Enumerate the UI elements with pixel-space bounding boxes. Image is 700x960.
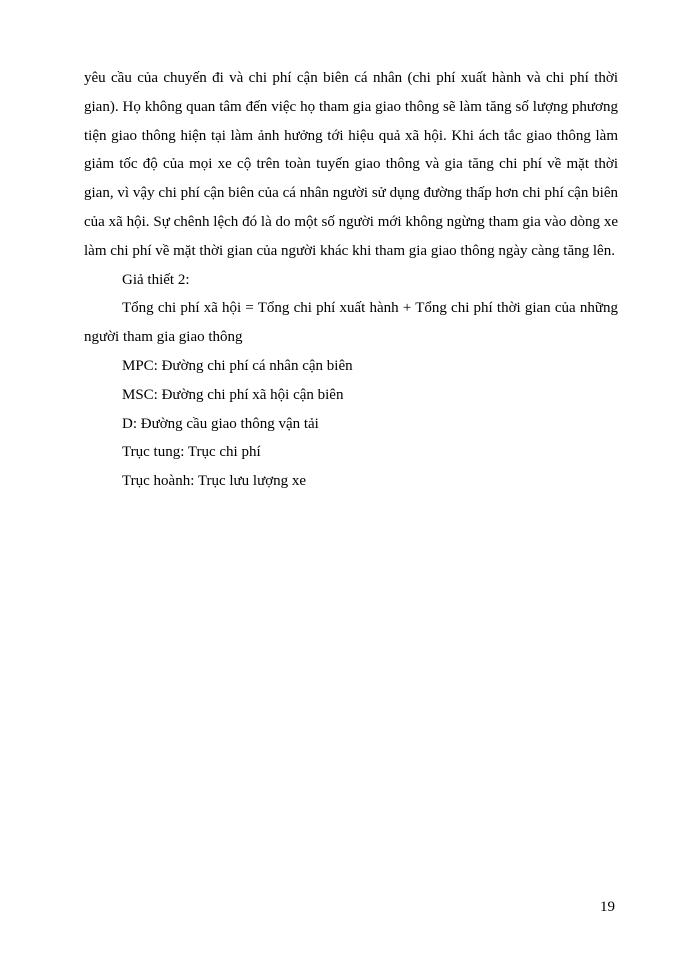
legend-item-vertical-axis: Trục tung: Trục chi phí xyxy=(122,444,261,461)
body-text xyxy=(84,64,618,496)
total-social-cost-paragraph: Tổng chi phí xã hội = Tổng chi phí xuất hành + Tổng chi phí thời gian của những người tham gia giao thông xyxy=(84,300,618,346)
legend-item-horizontal-axis: Trục hoành: Trục lưu lượng xe xyxy=(122,473,307,490)
page-number: 19 xyxy=(600,899,615,915)
legend-item-msc: MSC: Đường chi phí xã hội cận biên xyxy=(122,386,344,403)
assumption-heading: Giả thiết 2: xyxy=(122,271,190,288)
legend-item-demand: D: Đường cầu giao thông vận tải xyxy=(122,415,319,432)
paragraph-continuation: yêu cầu của chuyến đi và chi phí cận biên cá nhân (chi phí xuất hành và chi phí thời gian). Họ không quan tâm đến việc họ tham gia giao thông sẽ làm tăng số lượng phương tiện giao thông hiện tại làm ảnh hưởng tới hiệu quả xã hội. Khi ách tắc giao thông làm giảm tốc độ của mọi xe cộ trên toàn tuyến giao thông và gia tăng chi phí về mặt thời gian, vì vậy chi phí cận biên của cá nhân người sử dụng đường thấp hơn chi phí cận biên của xã hội. Sự chênh lệch đó là do một số người mới không ngừng tham gia vào dòng xe làm chi phí về mặt thời gian của người khác khi tham gia giao thông ngày càng tăng lên. xyxy=(84,70,618,259)
legend-item-mpc: MPC: Đường chi phí cá nhân cận biên xyxy=(122,357,353,374)
